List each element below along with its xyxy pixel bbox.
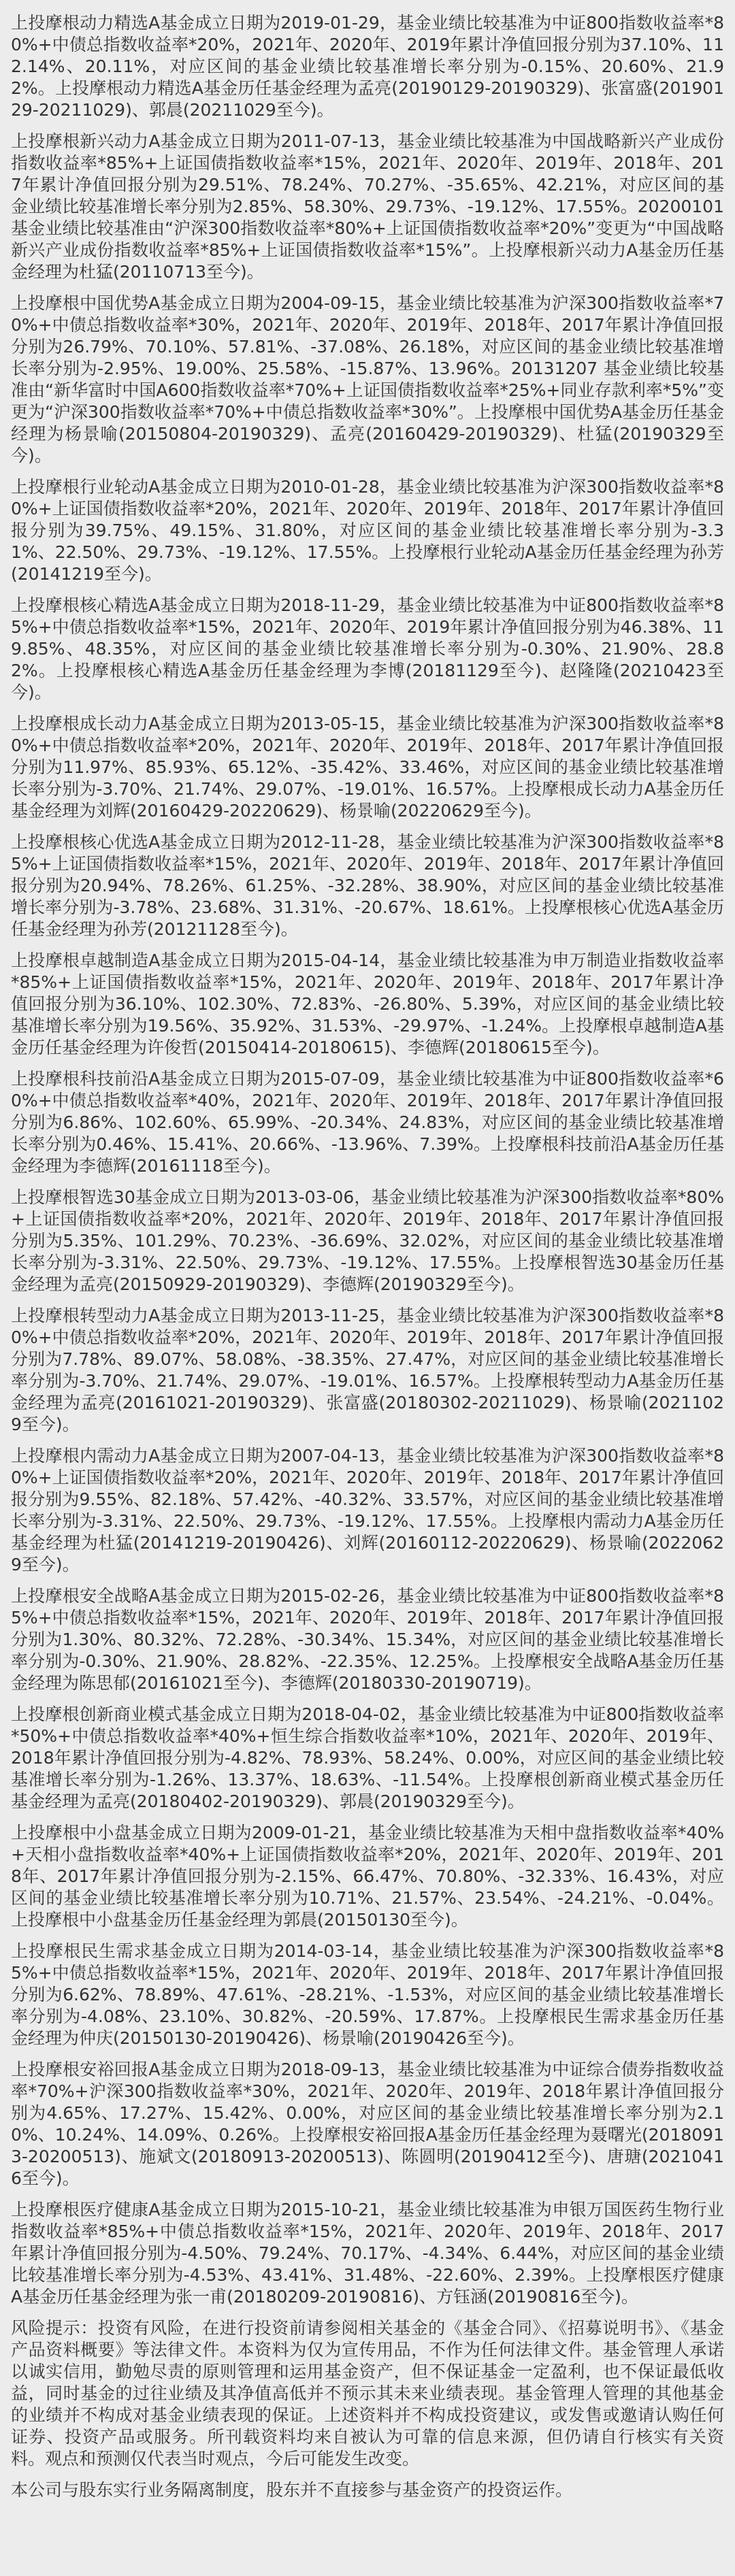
fund-paragraph-china-advantage: 上投摩根中国优势A基金成立日期为2004-09-15，基金业绩比较基准为沪深300指数收益率*70%+中债总指数收益率*30%，2021年、2020年、2019年、2018年、2017年累计净值回报分别为26.79%、70.10%、57.81%、-37.08%、26.18%，对应区间的基金业绩比较基准增长率分别为-2.95%、19.00%、25.58%、-15.87%、13.96%。20131207 基金业绩比较基准由“新华富时中国A600指数收益率*70%+上证国债指数收益率*25%+同业存款利率*5%”变更为“沪深300指数收益率*70%+中债总指数收益率*30%”。上投摩根中国优势A基金历任基金经理为杨景喻(20150804-20190329)、孟亮(20160429-20190329)、杜猛(20190329至今)。 bbox=[11, 293, 724, 465]
fund-paragraph-core-preferred: 上投摩根核心优选A基金成立日期为2012-11-28，基金业绩比较基准为沪深300指数收益率*85%+上证国债指数收益率*15%，2021年、2020年、2019年、2018年、2017年累计净值回报分别为20.94%、78.26%、61.25%、-32.28%、38.90%，对应区间的基金业绩比较基准增长率分别为-3.78%、23.68%、31.31%、-20.67%、18.61%。上投摩根核心优选A基金历任基金经理为孙芳(20121128至今)。 bbox=[11, 832, 724, 939]
fund-paragraph-growth-power: 上投摩根成长动力A基金成立日期为2013-05-15，基金业绩比较基准为沪深300指数收益率*80%+中债总指数收益率*20%，2021年、2020年、2019年、2018年、2017年累计净值回报分别为11.97%、85.93%、65.12%、-35.42%、33.46%，对应区间的基金业绩比较基准增长率分别为-3.70%、21.74%、29.07%、-19.01%、16.57%。上投摩根成长动力A基金历任基金经理为刘辉(20160429-20220629)、杨景喻(20220629至今)。 bbox=[11, 714, 724, 821]
fund-paragraph-dynamic-select: 上投摩根动力精选A基金成立日期为2019-01-29，基金业绩比较基准为中证800指数收益率*80%+中债总指数收益率*20%，2021年、2020年、2019年累计净值回报分别为37.10%、112.14%、20.11%，对应区间的基金业绩比较基准增长率分别为-0.15%、20.60%、21.92%。上投摩根动力精选A基金历任基金经理为孟亮(20190129-20190329)、张富盛(20190129-20211029)、郭晨(20211029至今)。 bbox=[11, 13, 724, 120]
fund-paragraph-livelihood-demand: 上投摩根民生需求基金成立日期为2014-03-14，基金业绩比较基准为沪深300指数收益率*85%+中债总指数收益率*15%，2021年、2020年、2019年、2018年、2017年累计净值回报分别为6.62%、78.89%、47.61%、-28.21%、-1.53%，对应区间的基金业绩比较基准增长率分别为-4.08%、23.10%、30.82%、-20.59%、17.87%。上投摩根民生需求基金历任基金经理为仲庆(20150130-20190426)、杨景喻(20190426至今)。 bbox=[11, 1941, 724, 2048]
fund-paragraph-transformation-power: 上投摩根转型动力A基金成立日期为2013-11-25，基金业绩比较基准为沪深300指数收益率*80%+中债总指数收益率*20%，2021年、2020年、2019年、2018年、2017年累计净值回报分别为7.78%、89.07%、58.08%、-38.35%、27.47%，对应区间的基金业绩比较基准增长率分别为-3.70%、21.74%、29.07%、-19.01%、16.57%。上投摩根转型动力A基金历任基金经理为孟亮(20161021-20190329)、张富盛(20180302-20211029)、杨景喻(20211029至今)。 bbox=[11, 1306, 724, 1434]
fund-paragraph-security-strategy: 上投摩根安全战略A基金成立日期为2015-02-26，基金业绩比较基准为中证800指数收益率*85%+中债总指数收益率*15%，2021年、2020年、2019年、2018年、2017年累计净值回报分别为1.30%、80.32%、72.28%、-30.34%、15.34%，对应区间的基金业绩比较基准增长率分别为-0.30%、21.90%、28.82%、-22.35%、12.25%。上投摩根安全战略A基金历任基金经理为陈思郁(20161021至今)、李德辉(20180330-20190719)。 bbox=[11, 1586, 724, 1693]
fund-paragraph-anyu-return: 上投摩根安裕回报A基金成立日期为2018-09-13，基金业绩比较基准为中证综合债券指数收益率*70%+沪深300指数收益率*30%，2021年、2020年、2019年、2018年累计净值回报分别为4.65%、17.27%、15.42%、0.00%，对应区间的基金业绩比较基准增长率分别为2.10%、10.24%、14.09%、0.26%。上投摩根安裕回报A基金历任基金经理为聂曙光(20180913-20200513)、施斌文(20180913-20200513)、陈圆明(20190412至今)、唐瑭(20210416至今)。 bbox=[11, 2060, 724, 2188]
fund-paragraph-innovative-business: 上投摩根创新商业模式基金成立日期为2018-04-02，基金业绩比较基准为中证800指数收益率*50%+中债总指数收益率*40%+恒生综合指数收益率*10%，2021年、2020年、2019年、2018年累计净值回报分别为-4.82%、78.93%、58.24%、0.00%，对应区间的基金业绩比较基准增长率分别为-1.26%、13.37%、18.63%、-11.54%。上投摩根创新商业模式基金历任基金经理为孟亮(20180402-20190329)、郭晨(20190329至今)。 bbox=[11, 1704, 724, 1811]
fund-paragraph-domestic-demand: 上投摩根内需动力A基金成立日期为2007-04-13，基金业绩比较基准为沪深300指数收益率*80%+上证国债指数收益率*20%，2021年、2020年、2019年、2018年、2017年累计净值回报分别为9.55%、82.18%、57.42%、-40.32%、33.57%，对应区间的基金业绩比较基准增长率分别为-3.31%、22.50%、29.73%、-19.12%、17.55%。上投摩根内需动力A基金历任基金经理为杜猛(20141219-20190426)、刘辉(20160112-20220629)、杨景喻(20220629至今)。 bbox=[11, 1446, 724, 1574]
fund-paragraph-tech-frontier: 上投摩根科技前沿A基金成立日期为2015-07-09，基金业绩比较基准为中证800指数收益率*60%+中债总指数收益率*40%，2021年、2020年、2019年、2018年、2017年累计净值回报分别为6.86%、102.60%、65.99%、-20.34%、24.83%，对应区间的基金业绩比较基准增长率分别为0.46%、15.41%、20.66%、-13.96%、7.39%。上投摩根科技前沿A基金历任基金经理为李德辉(20161118至今)。 bbox=[11, 1069, 724, 1176]
fund-paragraph-smart-select-30: 上投摩根智选30基金成立日期为2013-03-06，基金业绩比较基准为沪深300指数收益率*80%+上证国债指数收益率*20%，2021年、2020年、2019年、2018年、2017年累计净值回报分别为5.35%、101.29%、70.23%、-36.69%、32.02%，对应区间的基金业绩比较基准增长率分别为-3.31%、22.50%、29.73%、-19.12%、17.55%。上投摩根智选30基金历任基金经理为孟亮(20150929-20190329)、李德辉(20190329至今)。 bbox=[11, 1187, 724, 1294]
fund-paragraph-healthcare: 上投摩根医疗健康A基金成立日期为2015-10-21，基金业绩比较基准为申银万国医药生物行业指数收益率*85%+中债总指数收益率*15%，2021年、2020年、2019年、2018年、2017年累计净值回报分别为-4.50%、79.24%、70.17%、-4.34%、6.44%，对应区间的基金业绩比较基准增长率分别为-4.53%、43.41%、31.48%、-22.60%、2.39%。上投摩根医疗健康A基金历任基金经理为张一甫(20180209-20190816)、方钰涵(20190816至今)。 bbox=[11, 2200, 724, 2307]
business-separation-notice: 本公司与股东实行业务隔离制度，股东并不直接参与基金资产的投资运作。 bbox=[11, 2480, 573, 2500]
fund-paragraph-industry-rotation: 上投摩根行业轮动A基金成立日期为2010-01-28，基金业绩比较基准为沪深300指数收益率*80%+上证国债指数收益率*20%，2021年、2020年、2019年、2018年、2017年累计净值回报分别为39.75%、49.15%、31.80%，对应区间的基金业绩比较基准增长率分别为-3.31%、22.50%、29.73%、-19.12%、17.55%。上投摩根行业轮动A基金历任基金经理为孙芳(20141219至今)。 bbox=[11, 477, 724, 584]
risk-notice: 风险提示：投资有风险，在进行投资前请参阅相关基金的《基金合同》、《招募说明书》、《基金产品资料概要》等法律文件。本资料为仅为宣传用品，不作为任何法律文件。基金管理人承诺以诚实信用，勤勉尽责的原则管理和运用基金资产，但不保证基金一定盈利，也不保证最低收益，同时基金的过往业绩及其净值高低并不预示其未来业绩表现。基金管理人管理的其他基金的业绩并不构成对基金业绩表现的保证。上述资料并不构成投资建议，或发售或邀请认购任何证券、投资产品或服务。所刊载资料均来自被认为可靠的信息来源，但仍请自行核实有关资料。观点和预测仅代表当时观点，今后可能发生改变。 bbox=[11, 2318, 724, 2468]
fund-paragraph-excellent-manufacturing: 上投摩根卓越制造A基金成立日期为2015-04-14，基金业绩比较基准为申万制造业指数收益率*85%+上证国债指数收益率*15%，2021年、2020年、2019年、2018年、2017年累计净值回报分别为36.10%、102.30%、72.83%、-26.80%、5.39%，对应区间的基金业绩比较基准增长率分别为19.56%、35.92%、31.53%、-29.97%、-1.24%。上投摩根卓越制造A基金历任基金经理为许俊哲(20150414-20180615)、李德辉(20180615至今)。 bbox=[11, 951, 724, 1057]
fund-paragraph-emerging-power: 上投摩根新兴动力A基金成立日期为2011-07-13，基金业绩比较基准为中国战略新兴产业成份指数收益率*85%+上证国债指数收益率*15%，2021年、2020年、2019年、2018年、2017年累计净值回报分别为29.51%、78.24%、70.27%、-35.65%、42.21%，对应区间的基金业绩比较基准增长率分别为2.85%、58.30%、29.73%、-19.12%、17.55%。20200101 基金业绩比较基准由“沪深300指数收益率*80%+上证国债指数收益率*20%”变更为“中国战略新兴产业成份指数收益率*85%+上证国债指数收益率*15%”。上投摩根新兴动力A基金历任基金经理为杜猛(20110713至今)。 bbox=[11, 131, 724, 282]
fund-paragraph-core-select: 上投摩根核心精选A基金成立日期为2018-11-29，基金业绩比较基准为中证800指数收益率*85%+中债总指数收益率*15%，2021年、2020年、2019年累计净值回报分别为46.38%、119.85%、48.35%，对应区间的基金业绩比较基准增长率分别为-0.30%、21.90%、28.82%。上投摩根核心精选A基金历任基金经理为李博(20181129至今)、赵隆隆(20210423至今)。 bbox=[11, 595, 724, 702]
fund-paragraph-small-mid-cap: 上投摩根中小盘基金成立日期为2009-01-21，基金业绩比较基准为天相中盘指数收益率*40%+天相小盘指数收益率*40%+上证国债指数收益率*20%，2021年、2020年、2019年、2018年、2017年累计净值回报分别为-2.15%、66.47%、70.80%、-32.33%、16.43%，对应区间的基金业绩比较基准增长率分别为10.71%、21.57%、23.54%、-24.21%、-0.04%。上投摩根中小盘基金历任基金经理为郭晨(20150130至今)。 bbox=[11, 1823, 724, 1930]
